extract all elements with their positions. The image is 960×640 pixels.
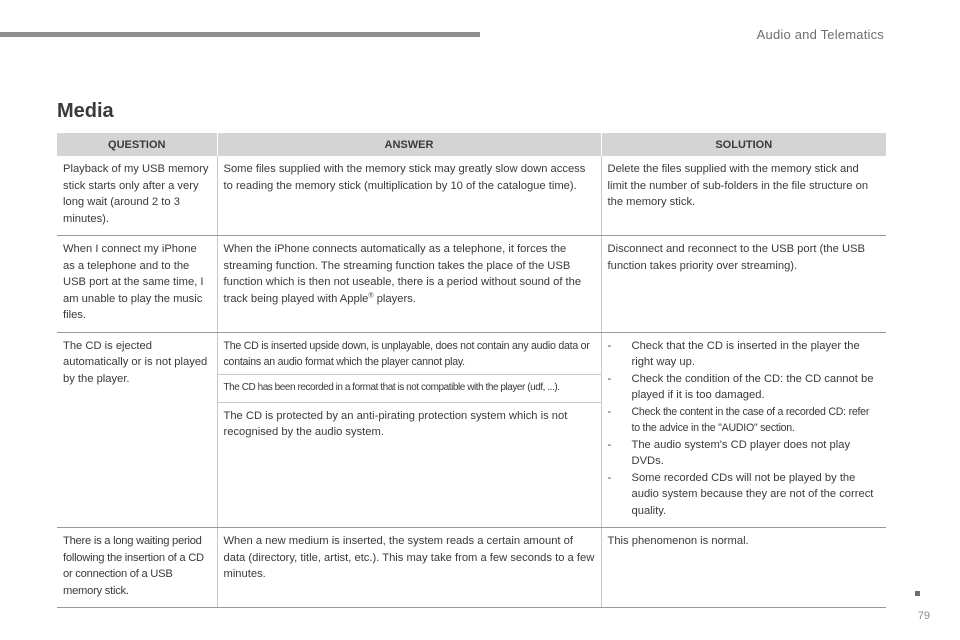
header-title: Audio and Telematics [756,27,884,42]
bullet-dash: - [607,438,612,451]
column-header-solution: SOLUTION [601,133,886,156]
answer-cell [217,236,601,333]
solution-cell [601,332,886,528]
solution-item-text: Check the content in the case of a recorded CD: refer to the advice in the "AUDIO" section. [631,405,870,434]
question-cell: There is a long waiting period following the insertion of a CD or connection of a USB memory stick. [57,528,217,608]
solution-list [608,338,881,520]
solution-cell: This phenomenon is normal. [601,528,886,608]
solution-item [608,338,881,371]
answer-text-tail: players. [373,292,416,305]
solution-item [608,437,881,470]
solution-item-text: Check that the CD is inserted in the player the right way up. [631,339,860,368]
solution-item-text: Some recorded CDs will not be played by the audio system because they are not of the correct quality. [631,471,874,517]
solution-cell: Disconnect and reconnect to the USB port (the USB function takes priority over streaming). [601,236,886,333]
column-header-answer: ANSWER [217,133,601,156]
answer-cell [217,332,601,528]
solution-item-text: Check the condition of the CD: the CD cannot be played if it is too damaged. [631,372,874,401]
answer-item: The CD is inserted upside down, is unplayable, does not contain any audio data or contains an audio format which the player cannot play. [218,333,601,375]
answer-text: When the iPhone connects automatically as a telephone, it forces the streaming function. The streaming function takes the place of the USB function which is then not useable, there is a period without sound of the track being played with Apple [223,243,582,305]
end-marker [915,591,920,596]
table-row [57,528,886,608]
answer-item: The CD has been recorded in a format that is not compatible with the player (udf, ...). [218,375,601,403]
bullet-dash: - [607,471,612,484]
page-number: 79 [917,610,930,622]
question-cell: When I connect my iPhone as a telephone and to the USB port at the same time, I am unable to play the music files. [57,236,217,333]
table-row [57,156,886,236]
bullet-dash: - [607,405,611,418]
registered-mark: ® [368,291,374,299]
answer-cell: When a new medium is inserted, the system reads a certain amount of data (directory, title, artist, etc.). This may take from a few seconds to a few minutes. [217,528,601,608]
question-cell: Playback of my USB memory stick starts only after a very long wait (around 2 to 3 minutes). [57,156,217,236]
section-title: Media [57,100,114,122]
faq-table [57,133,886,608]
header-rule [0,32,480,37]
solution-item [608,470,881,520]
bullet-dash: - [607,339,612,352]
answer-item: The CD is protected by an anti-pirating protection system which is not recognised by the audio system. [223,409,568,438]
solution-item [608,404,881,437]
table-row [57,332,886,528]
table-row [57,236,886,333]
table-header-row [57,133,886,156]
answer-cell: Some files supplied with the memory stick may greatly slow down access to reading the memory stick (multiplication by 10 of the catalogue time). [217,156,601,236]
solution-cell: Delete the files supplied with the memory stick and limit the number of sub-folders in the file structure on the memory stick. [601,156,886,236]
solution-item-text: The audio system's CD player does not play DVDs. [631,438,851,467]
question-cell: The CD is ejected automatically or is not played by the player. [57,332,217,528]
solution-item [608,371,881,404]
bullet-dash: - [607,372,612,385]
column-header-question: QUESTION [57,133,217,156]
